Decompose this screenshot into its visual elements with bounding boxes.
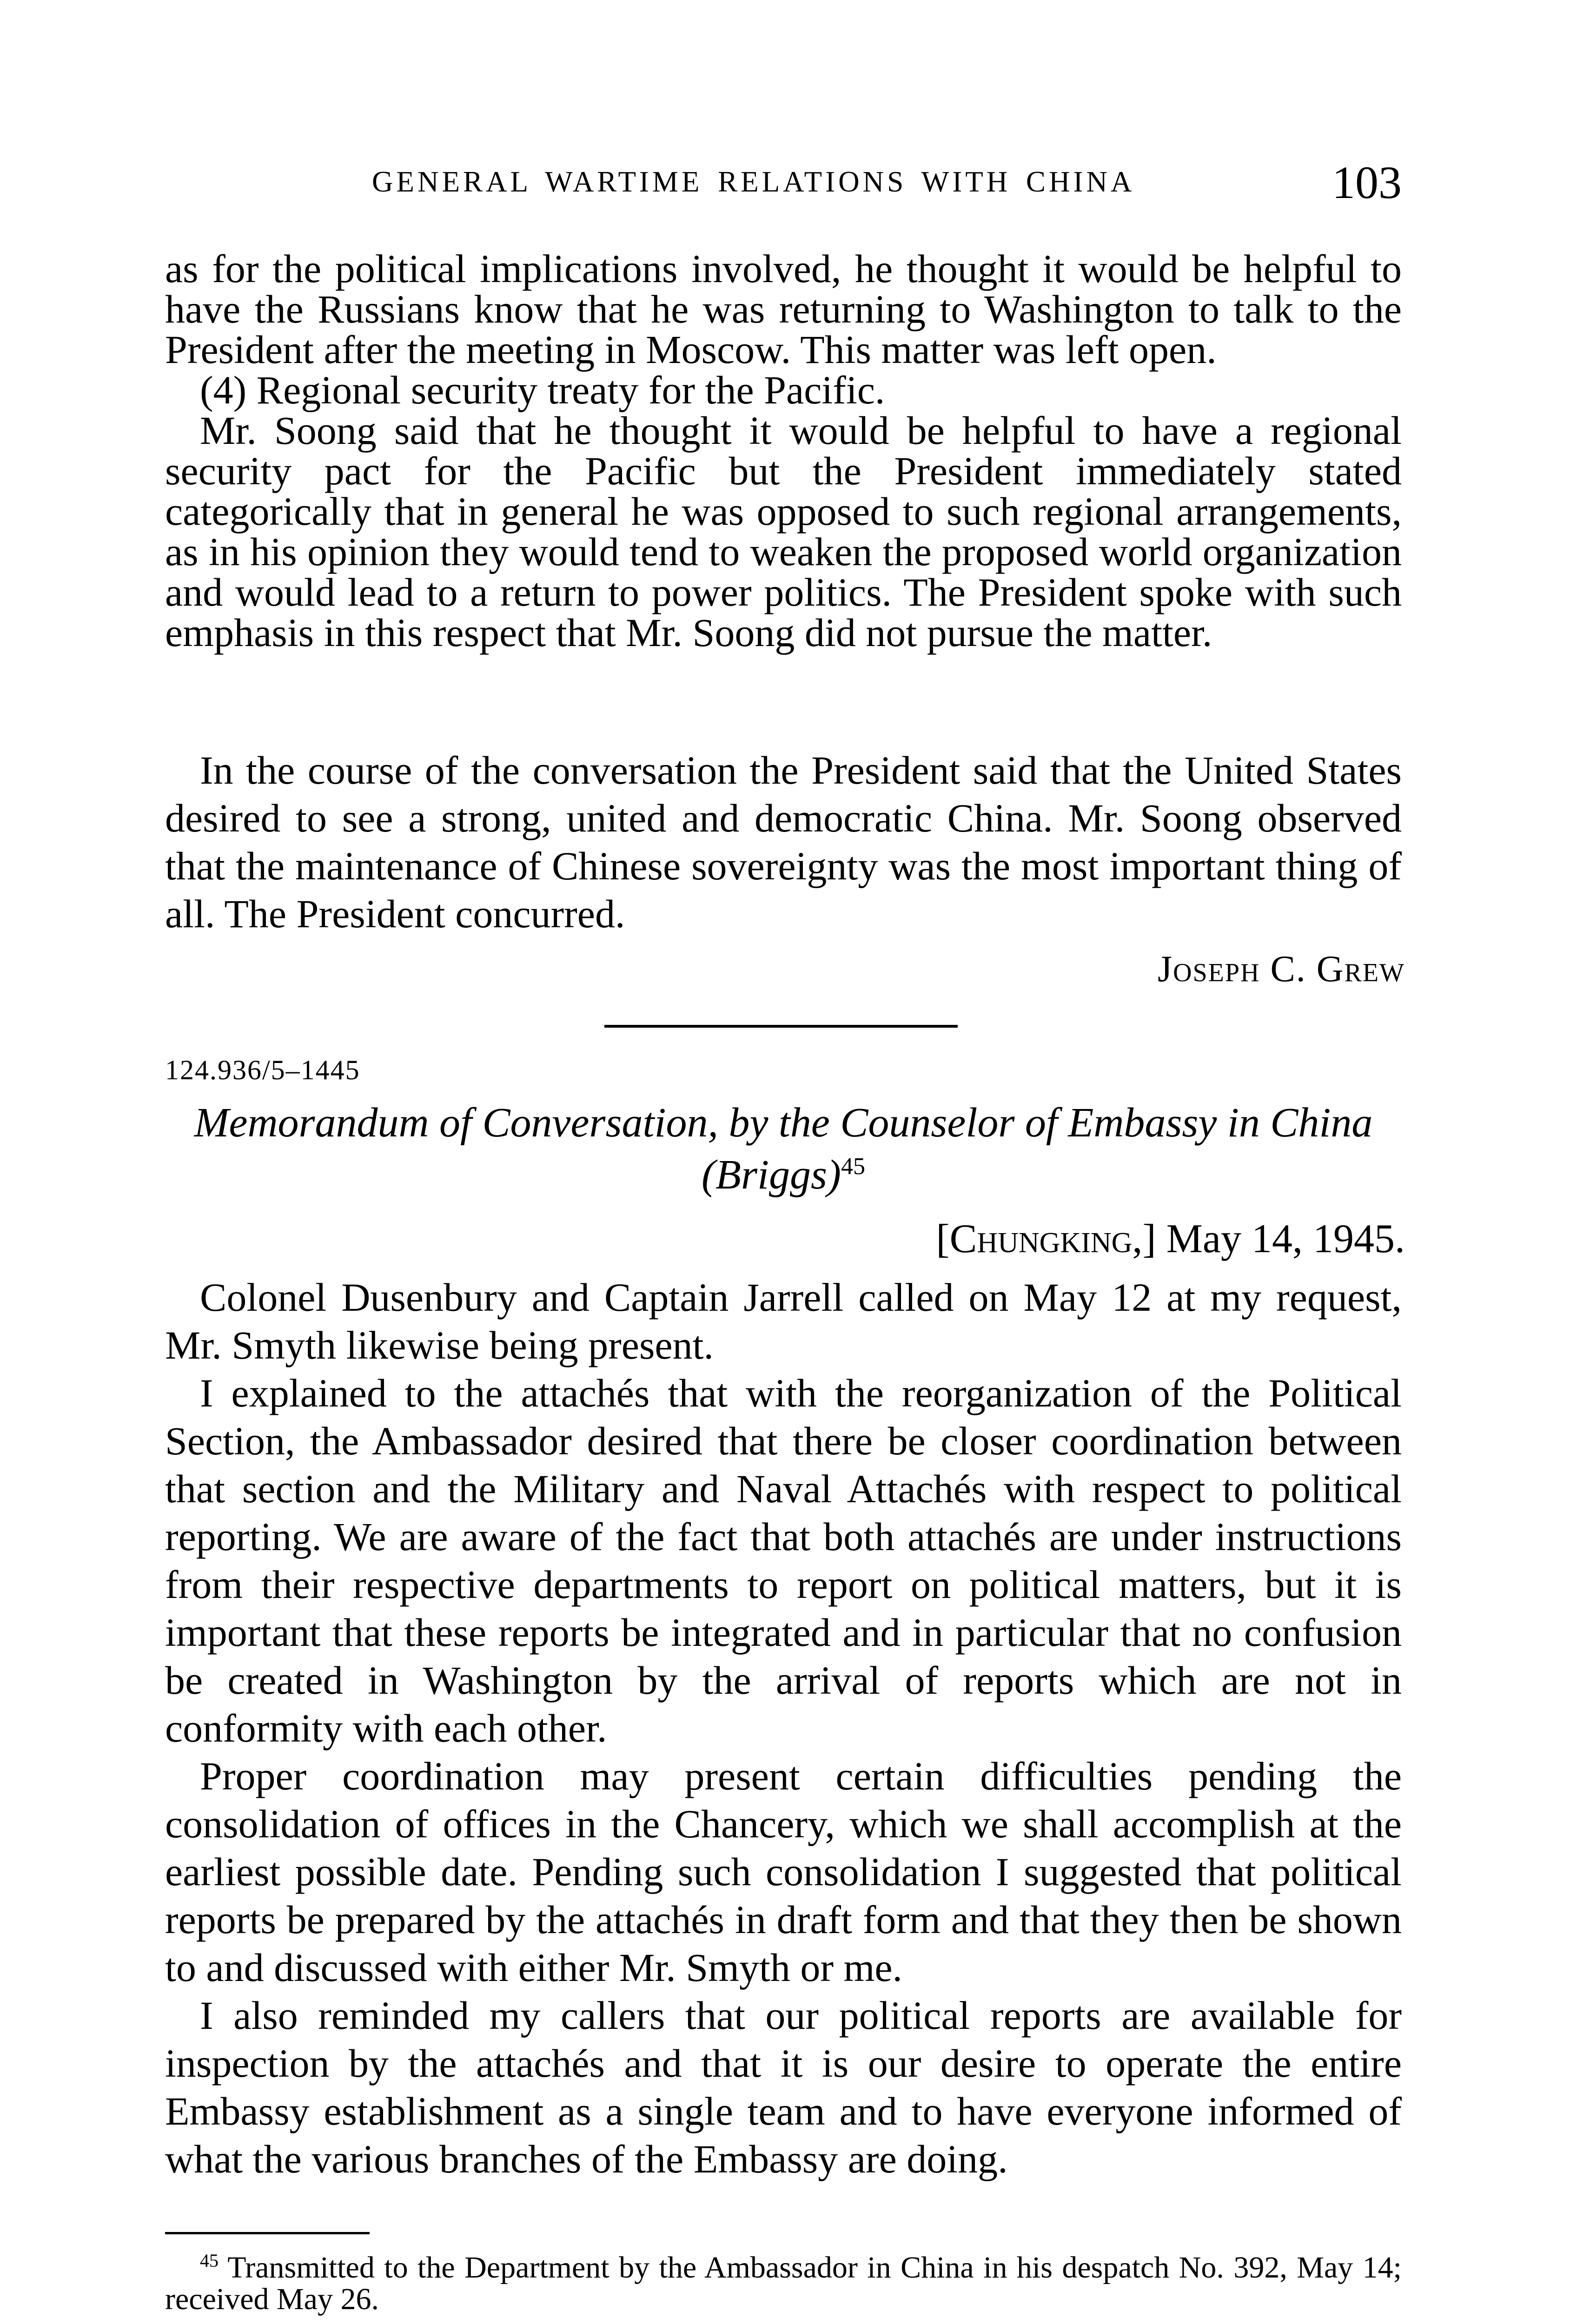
dateline-place: [Chungking,] xyxy=(936,1216,1156,1261)
dateline-date: May 14, 1945. xyxy=(1166,1216,1405,1261)
signature: Joseph C. Grew xyxy=(1157,949,1405,990)
running-title: GENERAL WARTIME RELATIONS WITH CHINA xyxy=(372,165,1135,198)
paragraph: Mr. Soong said that he thought it would be helpful to have a regional security pact for the Pacific but the President immediately stated categorically that in general he was opposed to such regional arrangements, as in his opinion they would tend to weaken the proposed world organization and would lead to a return to power politics. The President spoke with such emphasis in this respect that Mr. Soong did not pursue the matter. xyxy=(165,408,1402,655)
continued-memorandum-text xyxy=(165,246,1402,655)
footnote-reference: 45 xyxy=(841,1153,865,1180)
document-title xyxy=(165,1097,1402,1201)
file-number: 124.936/5–1445 xyxy=(165,1055,360,1085)
section-divider xyxy=(604,1025,958,1028)
paragraph: Colonel Dusenbury and Captain Jarrell called on May 12 at my request, Mr. Smyth likewise being present. xyxy=(165,1275,1402,1367)
document-title-text: Memorandum of Conversation, by the Counselor of Embassy in China (Briggs) xyxy=(194,1100,1373,1198)
paragraph: I explained to the attachés that with the reorganization of the Political Section, the Ambassador desired that there be closer coordination between that section and the Military and Naval Attachés with respect to political reporting. We are aware of the fact that both attachés are under instructions from their respective departments to report on political matters, but it is important that these reports be integrated and in particular that no confusion be created in Washington by the arrival of reports which are not in conformity with each other. xyxy=(165,1371,1402,1750)
footnote-number: 45 xyxy=(200,2250,219,2271)
page-header xyxy=(165,156,1402,216)
page-number: 103 xyxy=(1332,157,1402,208)
closing-paragraph xyxy=(165,746,1402,938)
paragraph: as for the political implications involved, he thought it would be helpful to have the Russians know that he was returning to Washington to talk to the President after the meeting in Moscow. This matter was left open. xyxy=(165,246,1402,372)
footnote-divider xyxy=(165,2232,370,2234)
agenda-item-heading: (4) Regional security treaty for the Pacific. xyxy=(200,368,885,412)
paragraph: I also reminded my callers that our political reports are available for inspection by the attachés and that it is our desire to operate the entire Embassy establishment as a single team and to have everyone informed of what the various branches of the Embassy are doing. xyxy=(165,1993,1402,2181)
footnote xyxy=(165,2252,1402,2315)
footnote-text: Transmitted to the Department by the Ambassador in China in his despatch No. 392, May 14; received May 26. xyxy=(165,2251,1402,2316)
memorandum-body xyxy=(165,1274,1402,2183)
dateline xyxy=(936,1215,1405,1262)
paragraph: In the course of the conversation the President said that the United States desired to see a strong, united and democratic China. Mr. Soong observed that the maintenance of Chinese sovereignty was the most important thing of all. The President concurred. xyxy=(165,748,1402,936)
paragraph: Proper coordination may present certain difficulties pending the consolidation of offices in the Chancery, which we shall accomplish at the earliest possible date. Pending such consolidation I suggested that political reports be prepared by the attachés in draft form and that they then be shown to and discussed with either Mr. Smyth or me. xyxy=(165,1754,1402,1990)
